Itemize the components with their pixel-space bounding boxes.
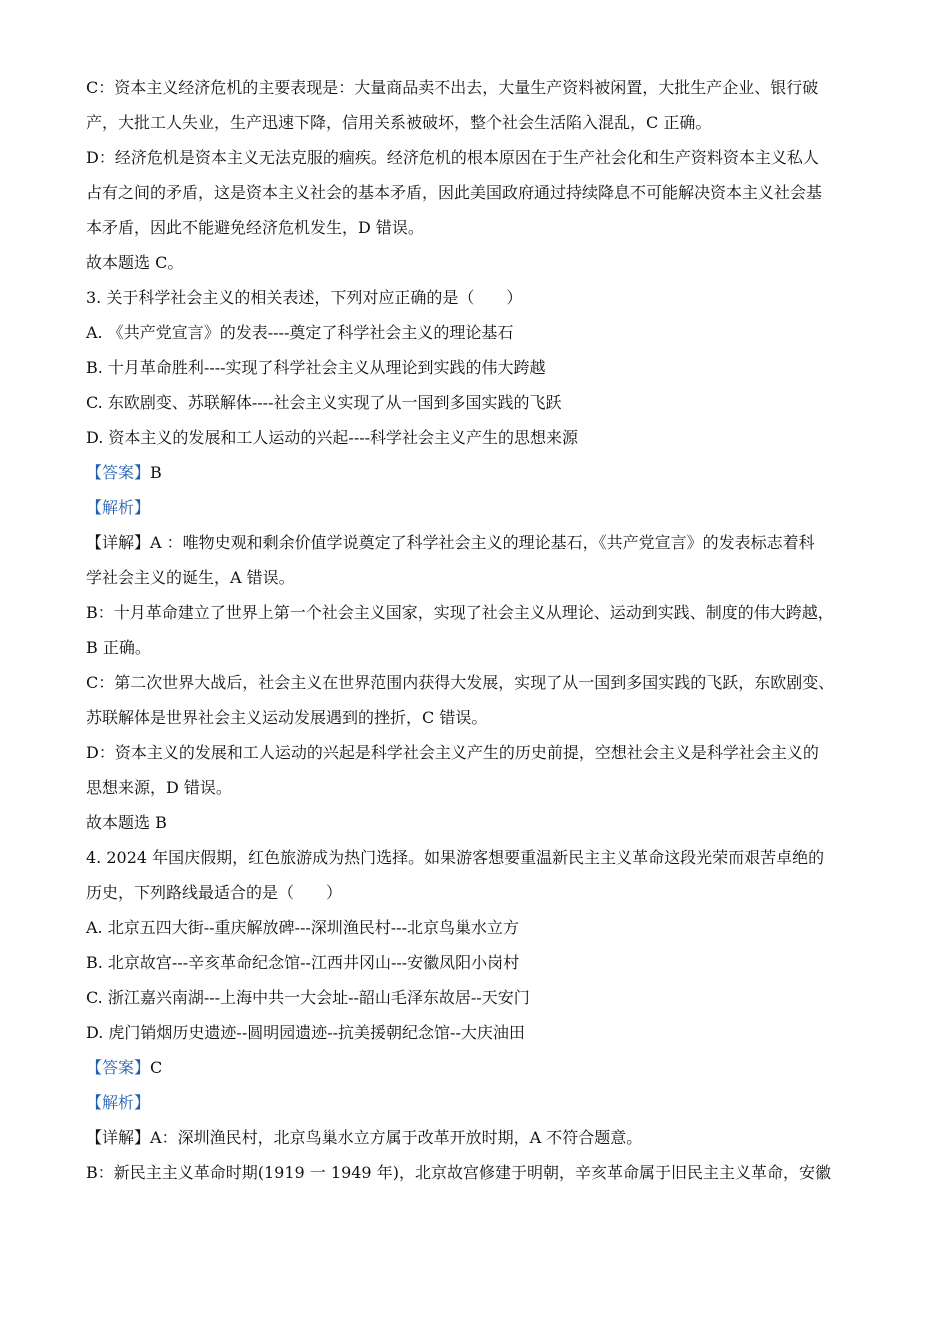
q3-option-b: B. 十月革命胜利----实现了科学社会主义从理论到实践的伟大跨越: [86, 358, 546, 377]
q3-detail-b-line2: B 正确。: [86, 638, 151, 657]
q4-detail-a-line1: [86, 1120, 866, 1155]
detail-tag: 【详解】: [86, 533, 151, 552]
q3-stem: 3. 关于科学社会主义的相关表述，下列对应正确的是（ ）: [86, 288, 523, 307]
analysis-tag: 【解析】: [86, 498, 151, 517]
q3-answer-value: B: [150, 463, 162, 482]
q3-detail-c-line2: 苏联解体是世界社会主义运动发展遇到的挫折，C 错误。: [86, 708, 488, 727]
q3-analysis-heading: [86, 490, 866, 525]
q2-option-c-explanation-line2: 产，大批工人失业，生产迅速下降，信用关系被破坏，整个社会生活陷入混乱，C 正确。: [86, 113, 712, 132]
q2-conclusion: 故本题选 C。: [86, 253, 184, 272]
q2-option-d-explanation-line3: 本矛盾，因此不能避免经济危机发生，D 错误。: [86, 218, 424, 237]
q4-option-c: C. 浙江嘉兴南湖---上海中共一大会址--韶山毛泽东故居--天安门: [86, 988, 530, 1007]
answer-tag: 【答案】: [86, 463, 151, 482]
q2-option-c-explanation-line1: C：资本主义经济危机的主要表现是：大量商品卖不出去，大量生产资料被闲置，大批生产企业、银行破: [86, 78, 819, 97]
q3-option-d: D. 资本主义的发展和工人运动的兴起----科学社会主义产生的思想来源: [86, 428, 579, 447]
answer-tag: 【答案】: [86, 1058, 151, 1077]
q2-option-d-explanation-line1: D：经济危机是资本主义无法克服的痼疾。经济危机的根本原因在于生产社会化和生产资料资本主义私人: [86, 148, 819, 167]
q4-detail-a-text: A：深圳渔民村，北京鸟巢水立方属于改革开放时期，A 不符合题意。: [150, 1128, 643, 1147]
q4-stem-line2: 历史，下列路线最适合的是（ ）: [86, 883, 343, 902]
q4-option-d: D. 虎门销烟历史遗迹--圆明园遗迹--抗美援朝纪念馆--大庆油田: [86, 1023, 525, 1042]
q3-detail-d-line1: D：资本主义的发展和工人运动的兴起是科学社会主义产生的历史前提，空想社会主义是科学社会主义的: [86, 743, 819, 762]
q3-detail-d-line2: 思想来源，D 错误。: [86, 778, 232, 797]
q3-option-c: C. 东欧剧变、苏联解体----社会主义实现了从一国到多国实践的飞跃: [86, 393, 562, 412]
detail-tag: 【详解】: [86, 1128, 151, 1147]
q4-option-b: B. 北京故宫---辛亥革命纪念馆--江西井冈山---安徽凤阳小岗村: [86, 953, 520, 972]
q3-detail-a-text: A ：唯物史观和剩余价值学说奠定了科学社会主义的理论基石，《共产党宣言》的发表标志着科: [150, 533, 815, 552]
analysis-tag: 【解析】: [86, 1093, 151, 1112]
q3-detail-a-line2: 学社会主义的诞生，A 错误。: [86, 568, 295, 587]
q4-analysis-heading: [86, 1085, 866, 1120]
q4-stem-line1: 4. 2024 年国庆假期，红色旅游成为热门选择。如果游客想要重温新民主主义革命这段光荣而艰苦卓绝的: [86, 848, 825, 867]
page-content: [86, 70, 866, 1190]
q3-detail-b-line1: B：十月革命建立了世界上第一个社会主义国家，实现了社会主义从理论、运动到实践、制度的伟大跨越，: [86, 603, 834, 622]
q3-detail-a-line1: [86, 525, 866, 560]
q4-answer-value: C: [150, 1058, 163, 1077]
q3-answer: [86, 455, 866, 490]
q4-option-a: A. 北京五四大街--重庆解放碑---深圳渔民村---北京鸟巢水立方: [86, 918, 519, 937]
q4-answer: [86, 1050, 866, 1085]
q4-detail-b-line1: B：新民主主义革命时期(1919 一 1949 年)，北京故宫修建于明朝，辛亥革命属于旧民主主义革命，安徽: [86, 1163, 831, 1182]
q3-conclusion: 故本题选 B: [86, 813, 167, 832]
q2-option-d-explanation-line2: 占有之间的矛盾，这是资本主义社会的基本矛盾，因此美国政府通过持续降息不可能解决资本主义社会基: [86, 183, 823, 202]
q3-option-a: A. 《共产党宣言》的发表----奠定了科学社会主义的理论基石: [86, 323, 514, 342]
q3-detail-c-line1: C：第二次世界大战后，社会主义在世界范围内获得大发展，实现了从一国到多国实践的飞跃，东欧剧变、: [86, 673, 835, 692]
